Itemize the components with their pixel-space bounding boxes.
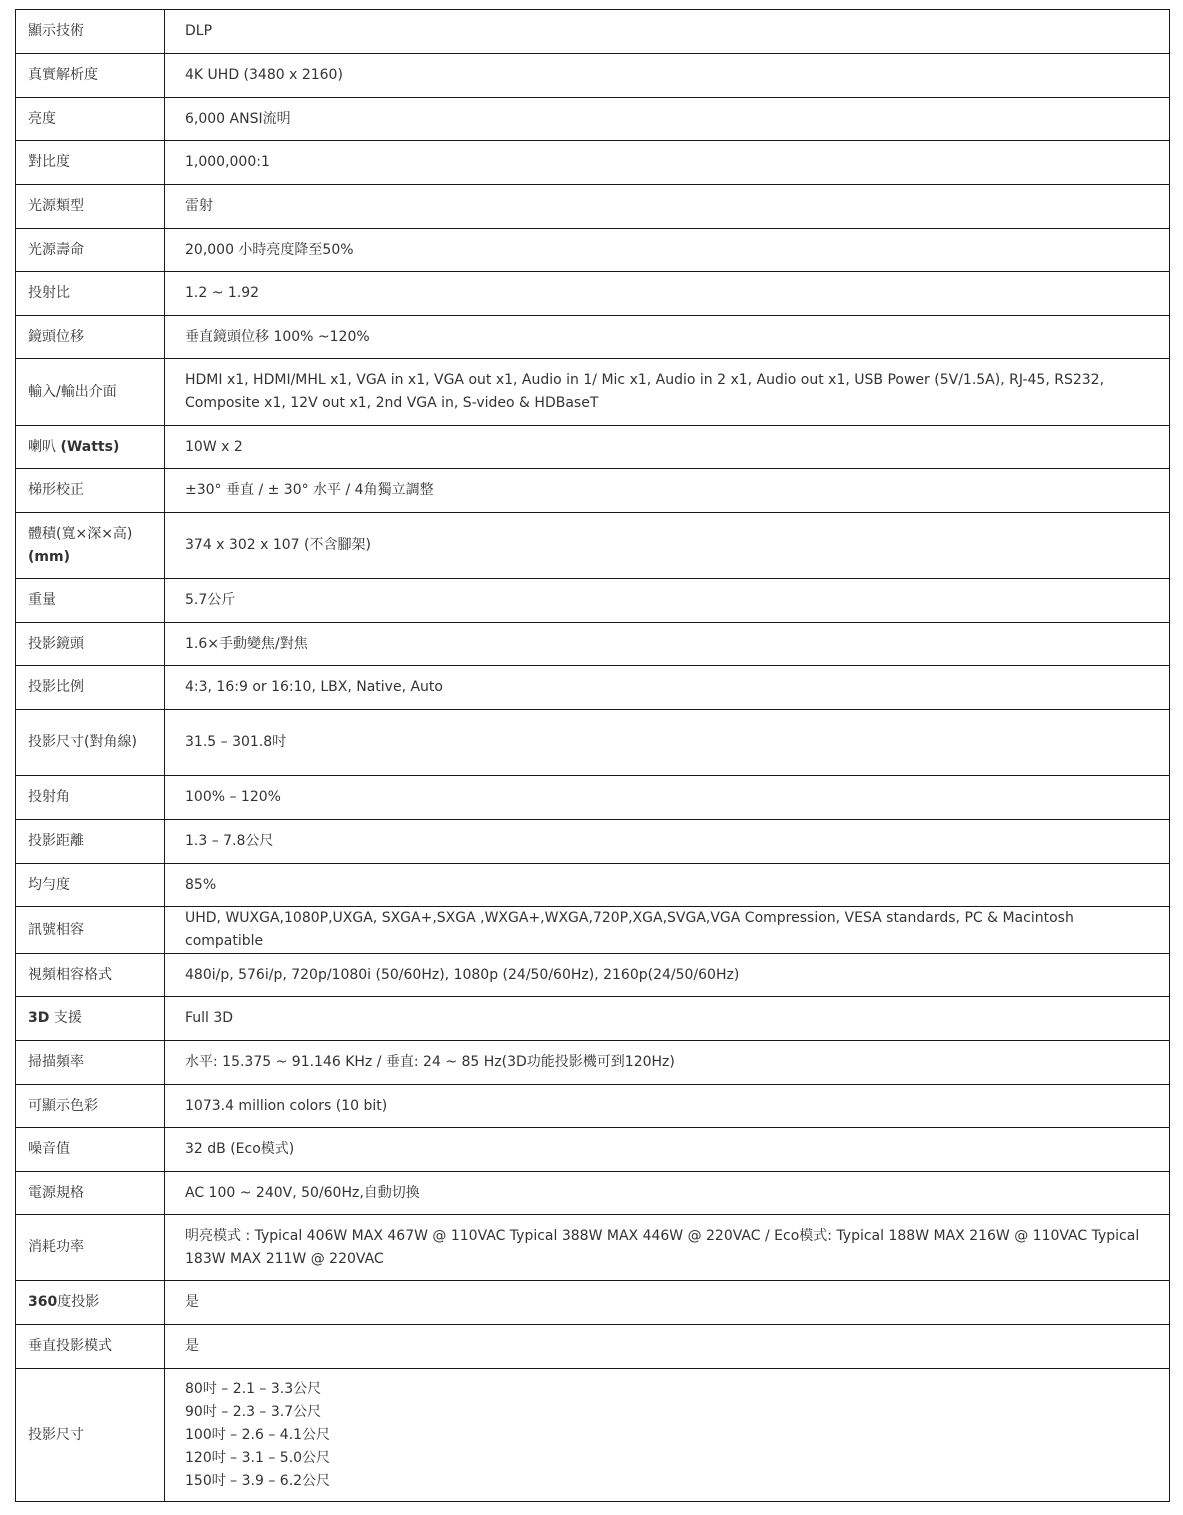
- label-text: 體積(寬×深×高): [28, 525, 133, 542]
- spec-label: 投影尺寸: [16, 1369, 165, 1502]
- spec-value: 是: [165, 1325, 1170, 1369]
- spec-value: 1.3 – 7.8公尺: [165, 820, 1170, 864]
- spec-label: 重量: [16, 579, 165, 623]
- spec-value: 明亮模式 : Typical 406W MAX 467W @ 110VAC Typical 388W MAX 446W @ 220VAC / Eco模式: Typical 188W MAX 216W @ 110VAC Typical 183W MAX 211W @ 220VAC: [165, 1215, 1170, 1281]
- spec-row-contrast: [16, 141, 1170, 185]
- list-item: 150吋 – 3.9 – 6.2公尺: [185, 1472, 331, 1489]
- spec-label: 顯示技術: [16, 10, 165, 54]
- spec-row-power-consumption: [16, 1215, 1170, 1281]
- spec-value: 6,000 ANSI流明: [165, 98, 1170, 141]
- spec-row-power-supply: [16, 1172, 1170, 1215]
- spec-value: UHD, WUXGA,1080P,UXGA, SXGA+,SXGA ,WXGA+,WXGA,720P,XGA,SVGA,VGA Compression, VESA standards, PC & Macintosh compatible: [165, 907, 1170, 954]
- spec-row-light-life: [16, 229, 1170, 272]
- spec-row-light-source: [16, 185, 1170, 229]
- label-text: 度投影: [57, 1294, 100, 1310]
- spec-value: AC 100 ~ 240V, 50/60Hz,自動切換: [165, 1172, 1170, 1215]
- spec-label: 投影比例: [16, 666, 165, 710]
- spec-value: DLP: [165, 10, 1170, 54]
- spec-row-io-interface: [16, 359, 1170, 426]
- spec-label: 投射角: [16, 776, 165, 820]
- spec-row-native-resolution: [16, 54, 1170, 98]
- spec-row-signal-compat: [16, 907, 1170, 954]
- spec-label: 對比度: [16, 141, 165, 185]
- spec-label: 投影鏡頭: [16, 623, 165, 666]
- spec-row-360-projection: [16, 1281, 1170, 1325]
- spec-value: 480i/p, 576i/p, 720p/1080i (50/60Hz), 1080p (24/50/60Hz), 2160p(24/50/60Hz): [165, 954, 1170, 997]
- spec-row-throw-ratio: [16, 272, 1170, 316]
- spec-value: 374 x 302 x 107 (不含腳架): [165, 513, 1170, 579]
- list-item: 120吋 – 3.1 – 5.0公尺: [185, 1449, 331, 1466]
- spec-value: ±30° 垂直 / ± 30° 水平 / 4角獨立調整: [165, 469, 1170, 513]
- spec-row-video-compat: [16, 954, 1170, 997]
- spec-value: Full 3D: [165, 997, 1170, 1041]
- spec-row-keystone: [16, 469, 1170, 513]
- list-item: 80吋 – 2.1 – 3.3公尺: [185, 1380, 322, 1397]
- spec-label: [16, 997, 165, 1041]
- spec-label: 真實解析度: [16, 54, 165, 98]
- spec-label: 光源類型: [16, 185, 165, 229]
- spec-label: 可顯示色彩: [16, 1085, 165, 1128]
- spec-row-uniformity: [16, 864, 1170, 907]
- spec-value: 85%: [165, 864, 1170, 907]
- spec-value: [165, 1369, 1170, 1502]
- spec-value: 5.7公斤: [165, 579, 1170, 623]
- spec-row-projection-distance: [16, 820, 1170, 864]
- spec-label: 光源壽命: [16, 229, 165, 272]
- spec-value: 4K UHD (3480 x 2160): [165, 54, 1170, 98]
- spec-table: [15, 9, 1170, 1502]
- spec-row-projection-size: [16, 1369, 1170, 1502]
- spec-row-scan-frequency: [16, 1041, 1170, 1085]
- spec-row-dimensions: [16, 513, 1170, 579]
- spec-row-projection-angle: [16, 776, 1170, 820]
- spec-label: [16, 426, 165, 469]
- spec-value: 20,000 小時亮度降至50%: [165, 229, 1170, 272]
- spec-label: 投射比: [16, 272, 165, 316]
- spec-label: 投影距離: [16, 820, 165, 864]
- spec-row-speaker: [16, 426, 1170, 469]
- spec-row-display-tech: [16, 10, 1170, 54]
- label-bold-text: (Watts): [60, 438, 120, 455]
- spec-label: 亮度: [16, 98, 165, 141]
- list-item: 100吋 – 2.6 – 4.1公尺: [185, 1426, 331, 1443]
- spec-value: 31.5 – 301.8吋: [165, 710, 1170, 776]
- spec-row-portrait-mode: [16, 1325, 1170, 1369]
- spec-value: 1,000,000:1: [165, 141, 1170, 185]
- label-text: 喇叭: [28, 438, 61, 455]
- spec-label: 掃描頻率: [16, 1041, 165, 1085]
- spec-label: 鏡頭位移: [16, 316, 165, 359]
- spec-value: 雷射: [165, 185, 1170, 229]
- spec-value: HDMI x1, HDMI/MHL x1, VGA in x1, VGA out x1, Audio in 1/ Mic x1, Audio in 2 x1, Audio out x1, USB Power (5V/1.5A), RJ-45, RS232, Composite x1, 12V out x1, 2nd VGA in, S-video & HDBaseT: [165, 359, 1170, 426]
- spec-label: 輸入/輸出介面: [16, 359, 165, 426]
- spec-row-lens: [16, 623, 1170, 666]
- spec-row-colors: [16, 1085, 1170, 1128]
- label-bold-text: 360: [28, 1294, 58, 1310]
- label-bold-text: (mm): [28, 548, 70, 565]
- spec-label: 電源規格: [16, 1172, 165, 1215]
- spec-row-brightness: [16, 98, 1170, 141]
- spec-label: 均勻度: [16, 864, 165, 907]
- spec-row-lens-shift: [16, 316, 1170, 359]
- spec-row-aspect-ratio: [16, 666, 1170, 710]
- list-item: 90吋 – 2.3 – 3.7公尺: [185, 1403, 322, 1420]
- spec-label: 消耗功率: [16, 1215, 165, 1281]
- spec-label: 視頻相容格式: [16, 954, 165, 997]
- spec-row-image-size-diagonal: [16, 710, 1170, 776]
- spec-row-noise: [16, 1128, 1170, 1172]
- spec-value: 100% – 120%: [165, 776, 1170, 820]
- spec-row-weight: [16, 579, 1170, 623]
- spec-row-3d-support: [16, 997, 1170, 1041]
- label-text: 支援: [49, 1010, 82, 1026]
- spec-value: 1073.4 million colors (10 bit): [165, 1085, 1170, 1128]
- spec-value: 4:3, 16:9 or 16:10, LBX, Native, Auto: [165, 666, 1170, 710]
- spec-label: 訊號相容: [16, 907, 165, 954]
- spec-value: 10W x 2: [165, 426, 1170, 469]
- spec-value: 水平: 15.375 ~ 91.146 KHz / 垂直: 24 ~ 85 Hz(3D功能投影機可到120Hz): [165, 1041, 1170, 1085]
- spec-label: 梯形校正: [16, 469, 165, 513]
- spec-label: 噪音值: [16, 1128, 165, 1172]
- spec-label: 投影尺寸(對角線): [16, 710, 165, 776]
- spec-value: 1.2 ~ 1.92: [165, 272, 1170, 316]
- spec-label: [16, 513, 165, 579]
- spec-value: 32 dB (Eco模式): [165, 1128, 1170, 1172]
- spec-label: [16, 1281, 165, 1325]
- spec-value: 是: [165, 1281, 1170, 1325]
- spec-value: 1.6×手動變焦/對焦: [165, 623, 1170, 666]
- spec-value: 垂直鏡頭位移 100% ~120%: [165, 316, 1170, 359]
- spec-label: 垂直投影模式: [16, 1325, 165, 1369]
- label-bold-text: 3D: [28, 1010, 50, 1026]
